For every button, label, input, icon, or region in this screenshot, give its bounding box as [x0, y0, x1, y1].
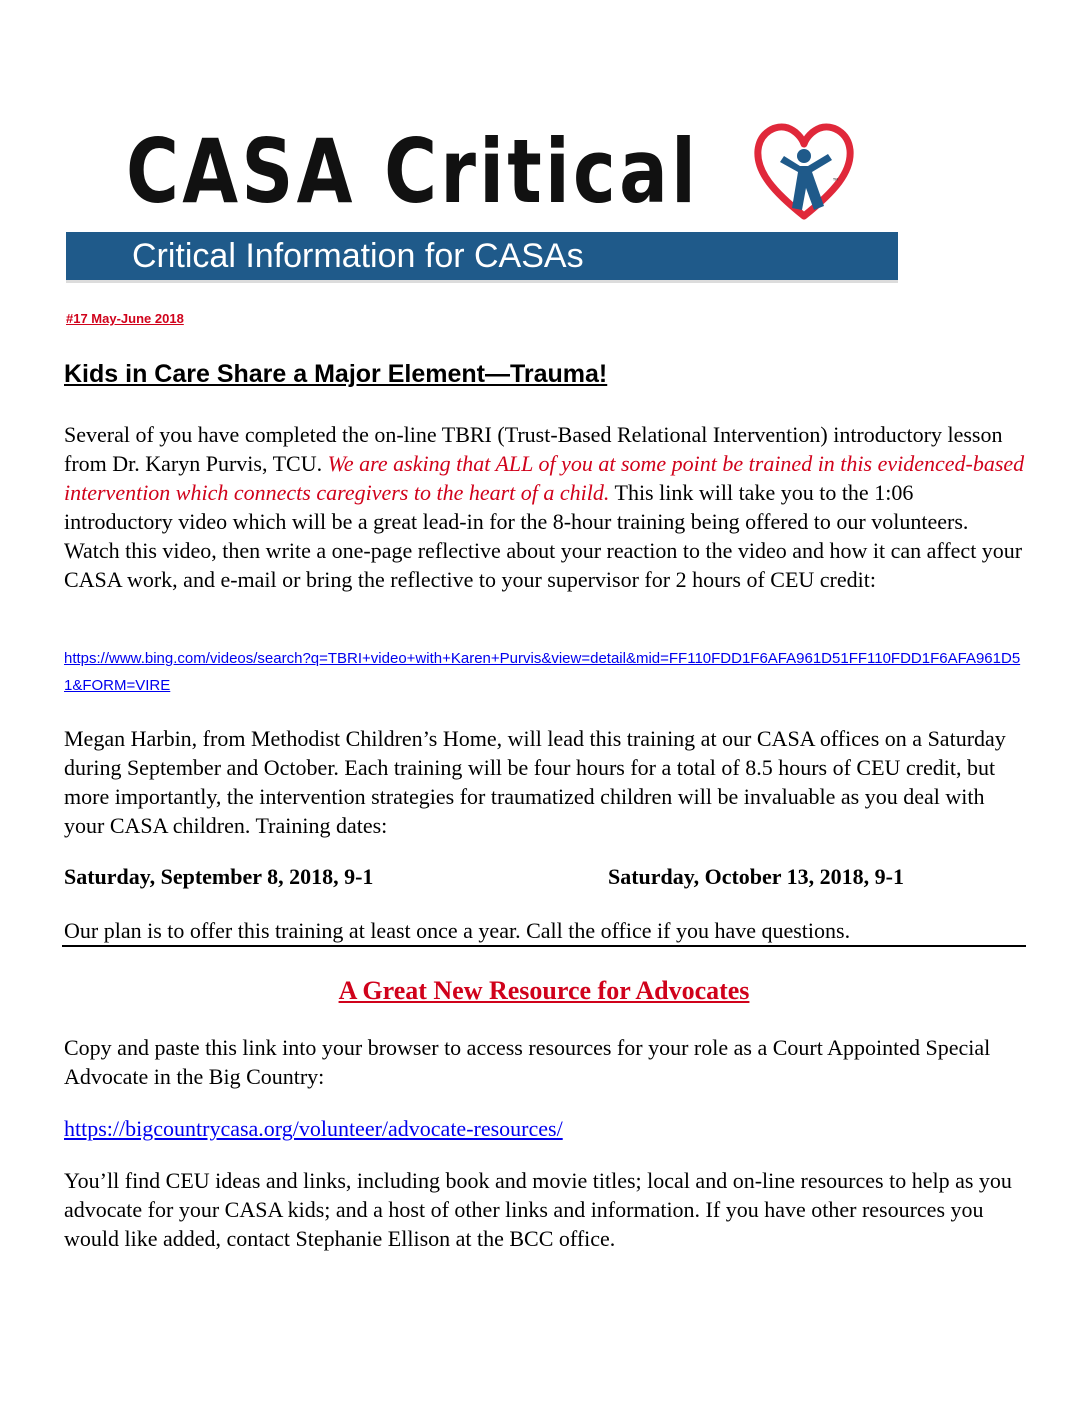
section1-paragraph1 [64, 420, 1026, 594]
section-divider [62, 945, 1026, 947]
trademark-symbol: ™ [832, 177, 840, 186]
section1-heading: Kids in Care Share a Major Element—Trauma! [64, 360, 608, 388]
section1-paragraph2: Megan Harbin, from Methodist Children’s Home, will lead this training at our CASA offices on a Saturday during September and October. Each training will be four hours for a total of 8.5 hours of CEU credit, but more importantly, the intervention strategies for traumatized children will be invaluable as you deal with your CASA children. Training dates: [64, 726, 1006, 838]
training-date-2: Saturday, October 13, 2018, 9-1 [608, 864, 904, 889]
section2-heading: A Great New Resource for Advocates [338, 976, 750, 1005]
masthead-title: CASA Critical [126, 120, 700, 223]
section2-paragraph2: You’ll find CEU ideas and links, including book and movie titles; local and on-line resources to help as you advocate for your CASA kids; and a host of other links and information. If you have other resources you would like added, contact Stephanie Ellison at the BCC office. [64, 1168, 1012, 1251]
masthead-subtitle: Critical Information for CASAs [132, 237, 584, 275]
advocate-resources-link[interactable]: https://bigcountrycasa.org/volunteer/advocate-resources/ [64, 1116, 563, 1141]
paragraph1-intro: Several of you have completed the on-line TBRI (Trust-Based Relational Intervention) introductory lesson from Dr. Karyn Purvis, TCU. [64, 422, 1003, 476]
masthead-banner [66, 232, 898, 283]
paragraph1-emphasis: We are asking that ALL of you at some point be trained in this evidenced-based intervention which connects caregivers to the heart of a child. [64, 451, 1025, 505]
resource-link-block [64, 1114, 1026, 1143]
tbri-video-link[interactable]: https://www.bing.com/videos/search?q=TBRI+video+with+Karen+Purvis&view=detail&mid=FF110FDD1F6AFA961D51FF110FDD1F6AFA961D51&FORM=VIRE [64, 650, 1021, 694]
issue-label: #17 May-June 2018 [66, 311, 184, 326]
masthead [66, 122, 898, 287]
paragraph1-end: This link will take you to the 1:06 introductory video which will be a great lead-in for the 8-hour training being offered to our volunteers. Watch this video, then write a one-page reflective about your reaction to the video and how it can affect your CASA work, and e-mail or bring the reflective to your supervisor for 2 hours of CEU credit: [64, 480, 1023, 592]
section1-paragraph3: Our plan is to offer this training at least once a year. Call the office if you have questions. [64, 918, 851, 943]
section2-paragraph1: Copy and paste this link into your browser to access resources for your role as a Court Appointed Special Advocate in the Big Country: [64, 1035, 991, 1089]
casa-heart-logo-icon [752, 120, 856, 228]
training-date-1: Saturday, September 8, 2018, 9-1 [64, 864, 374, 889]
video-link-block [64, 645, 1026, 699]
